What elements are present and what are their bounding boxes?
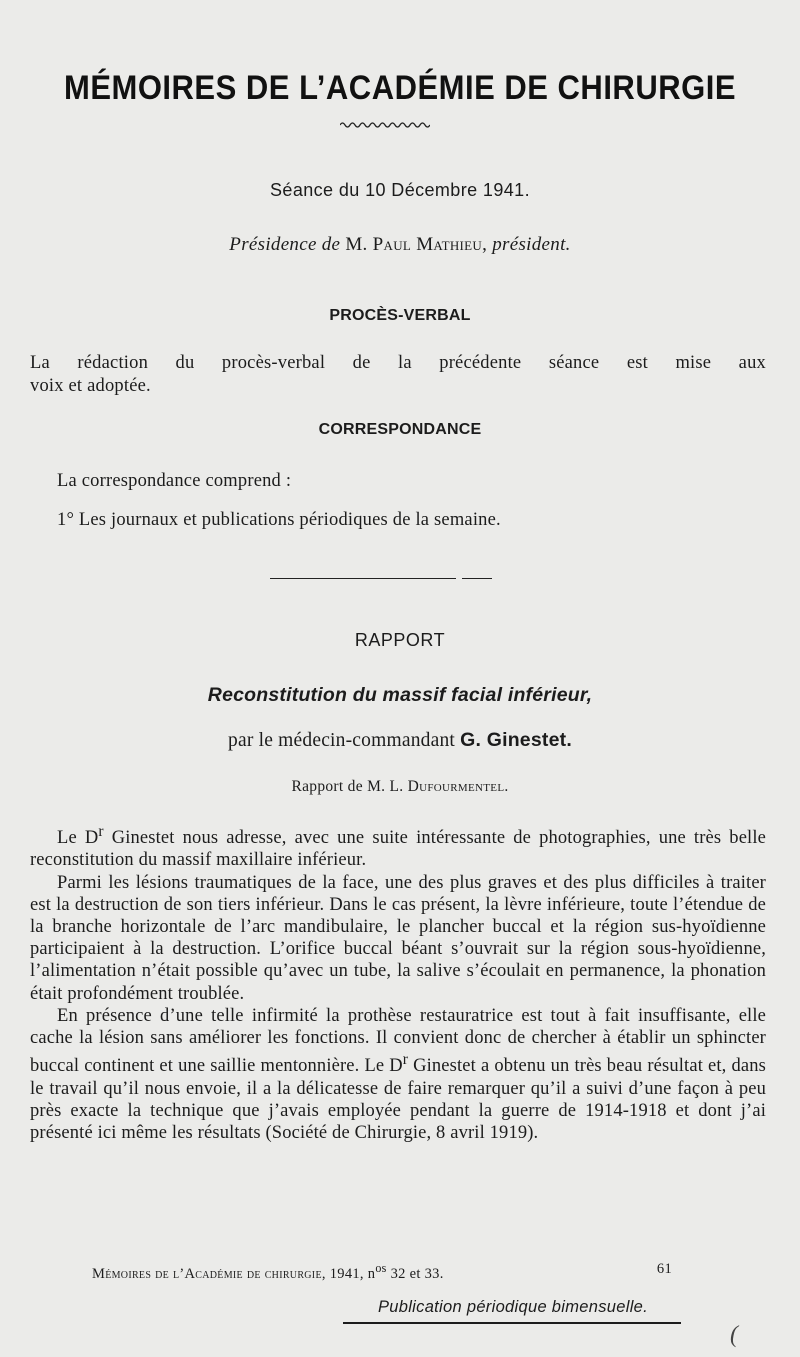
presidence-prefix: Présidence de xyxy=(229,234,341,255)
proces-verbal-line-1: La rédaction du procès-verbal de la précédente séance est mise aux xyxy=(30,353,766,373)
president-name: M. Paul Mathieu, xyxy=(345,234,488,255)
body-paragraph-1 xyxy=(30,821,766,872)
seance-date: Séance du 10 Décembre 1941. xyxy=(270,180,530,200)
margin-pen-mark: ( xyxy=(730,1322,738,1348)
article-title: Reconstitution du massif facial inférieur, xyxy=(207,684,593,706)
footer-issue: 32 et 33. xyxy=(386,1265,444,1282)
footer-sup: os xyxy=(375,1261,387,1275)
body-paragraph-3 xyxy=(30,1005,766,1144)
article-byline xyxy=(0,729,800,752)
correspondance-intro: La correspondance comprend : xyxy=(57,471,292,491)
article-body xyxy=(30,821,766,1144)
section-divider xyxy=(270,578,456,579)
p1-sup: r xyxy=(98,823,104,840)
p3-rest: Ginestet a obtenu un très beau résultat et, dans le travail qu’il nous envoie, il a la délicatesse de faire remarquer qu’il a suivi d’une façon à peu près exacte la technique que j’avais employée pendant la guerre de 1914-1918 et dont j’ai présenté ici même les résultats (Société de Chirurgie, 8 avril 1919). xyxy=(30,1056,766,1143)
publication-underline xyxy=(343,1322,681,1324)
president-role: président. xyxy=(492,234,571,255)
reporter-line xyxy=(0,778,800,796)
p1-start: Le D xyxy=(57,828,99,849)
page-footer xyxy=(92,1261,682,1283)
reporter-prefix: Rapport de M. L. xyxy=(291,778,404,795)
footer-journal: Mémoires de l’Académie de chirurgie, xyxy=(92,1265,326,1282)
decorative-wave-ornament xyxy=(340,120,430,130)
correspondance-heading: CORRESPONDANCE xyxy=(318,421,482,438)
byline-author: G. Ginestet. xyxy=(460,729,572,751)
p1-rest: Ginestet nous adresse, avec une suite intéressante de photographies, une très belle reconstitution du massif maxillaire inférieur. xyxy=(30,828,766,871)
section-divider-short xyxy=(462,578,492,579)
byline-prefix: par le médecin-commandant xyxy=(228,730,456,751)
reporter-name: Dufourmentel. xyxy=(407,778,509,795)
p3-sup: r xyxy=(402,1051,409,1069)
publication-note: Publication périodique bimensuelle. xyxy=(377,1298,649,1316)
rapport-heading: RAPPORT xyxy=(354,630,446,650)
presidence-line xyxy=(0,234,800,256)
proces-verbal-heading: PROCÈS-VERBAL xyxy=(329,307,471,324)
footer-year: 1941, n xyxy=(329,1265,376,1282)
page-number: 61 xyxy=(656,1261,672,1277)
correspondance-item-1: 1° Les journaux et publications périodiques de la semaine. xyxy=(57,510,501,530)
body-paragraph-2: Parmi les lésions traumatiques de la face, une des plus graves et des plus difficiles à traiter est la destruction de son tiers inférieur. Dans le cas présent, la lèvre inférieure, toute l’étendue de la branche horizontale de l’arc mandibulaire, le plancher buccal et la région sus-hyoïdienne participaient à la destruction. L’orifice buccal béant s’ouvrait sur la région sous-hyoïdienne, l’alimentation n’était possible qu’avec un tube, la salive s’écoulait en permanence, la phonation était profondément troublée. xyxy=(30,872,766,1004)
p3-start: En présence d’une telle infirmité la prothèse restauratrice est tout à fait insuffisante, elle cache la lésion sans améliorer les fonctions. Il convient donc de chercher à établir un sphincter buccal continent et une saillie mentonnière. Le D xyxy=(30,1005,766,1077)
proces-verbal-line-2: voix et adoptée. xyxy=(30,376,151,396)
journal-title: MÉMOIRES DE L’ACADÉMIE DE CHIRURGIE xyxy=(64,67,736,108)
